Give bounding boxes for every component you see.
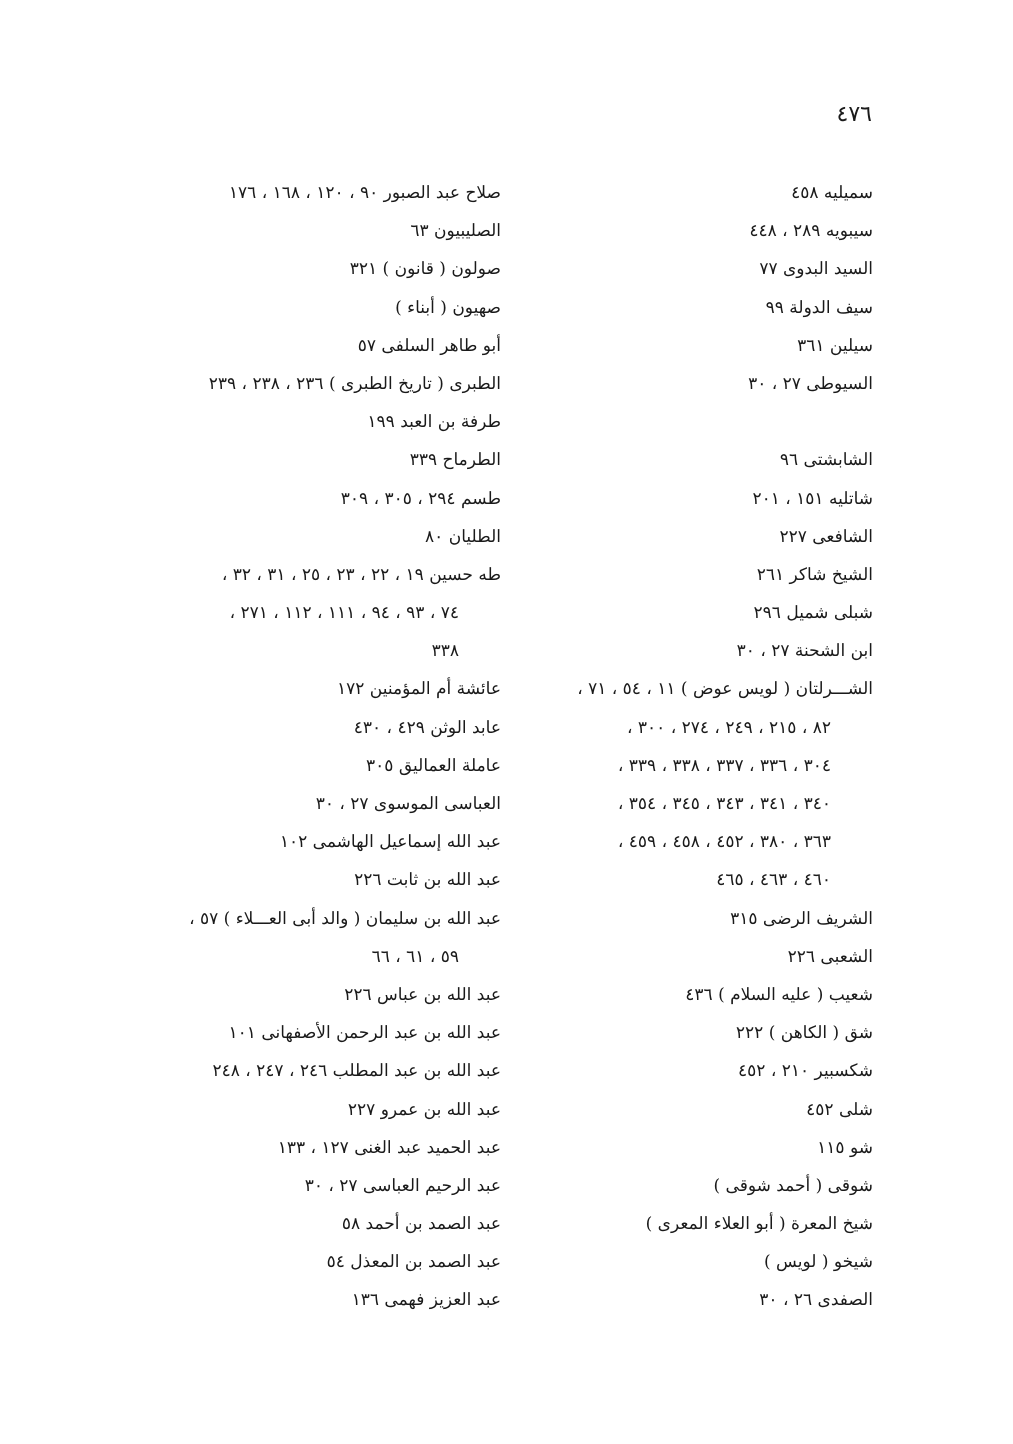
- index-entry: عبد العزيز فهمى ١٣٦: [351, 1290, 501, 1311]
- index-entry: عبد الله بن عمرو ٢٢٧: [347, 1099, 501, 1120]
- index-entry: شيخو ( لويس ): [764, 1252, 873, 1273]
- index-entry: الشيخ شاكر ٢٦١: [756, 564, 873, 585]
- index-entry: شوقى ( أحمد شوقى ): [713, 1175, 873, 1196]
- index-entry: طه حسين ١٩ ، ٢٢ ، ٢٣ ، ٢٥ ، ٣١ ، ٣٢ ،: [221, 564, 501, 585]
- index-entry: الشعبى ٢٢٦: [787, 946, 873, 967]
- index-entry: الشريف الرضى ٣١٥: [730, 908, 873, 929]
- index-entry-continuation: ٣٦٣ ، ٣٨٠ ، ٤٥٢ ، ٤٥٨ ، ٤٥٩ ،: [617, 832, 831, 853]
- index-entry: شق ( الكاهن ) ٢٢٢: [735, 1023, 873, 1044]
- index-entry: عبد الحميد عبد الغنى ١٢٧ ، ١٣٣: [277, 1137, 501, 1158]
- index-entry: عبد الله بن عبد المطلب ٢٤٦ ، ٢٤٧ ، ٢٤٨: [212, 1061, 501, 1082]
- index-entry: شكسبير ٢١٠ ، ٤٥٢: [738, 1061, 873, 1082]
- index-entry: الصليبيون ٦٣: [410, 221, 501, 242]
- index-entry-continuation: ٧٤ ، ٩٣ ، ٩٤ ، ١١١ ، ١١٢ ، ٢٧١ ،: [229, 603, 459, 624]
- index-entry: الشابشتى ٩٦: [779, 450, 873, 471]
- index-entry: شو ١١٥: [817, 1137, 873, 1158]
- index-entry: الطرماح ٣٣٩: [409, 450, 501, 471]
- index-entry: عبد الله إسماعيل الهاشمى ١٠٢: [279, 832, 501, 853]
- index-spacer: [513, 403, 873, 441]
- index-entry: عبد الله بن عبد الرحمن الأصفهانى ١٠١: [228, 1023, 501, 1044]
- index-entry-continuation: ٤٦٠ ، ٤٦٣ ، ٤٦٥: [716, 870, 831, 891]
- index-entry: عبد الرحيم العباسى ٢٧ ، ٣٠: [304, 1175, 501, 1196]
- index-entry: عبد الصمد بن أحمد ٥٨: [341, 1214, 501, 1235]
- index-entry: السيوطى ٢٧ ، ٣٠: [748, 373, 873, 394]
- index-entry: أبو طاهر السلفى ٥٧: [357, 335, 501, 356]
- index-entry: سيف الدولة ٩٩: [765, 297, 873, 318]
- index-entry: صهيون ( أبناء ): [395, 297, 501, 318]
- index-entry: شبلى شميل ٢٩٦: [753, 603, 873, 624]
- index-entry: صلاح عبد الصبور ٩٠ ، ١٢٠ ، ١٦٨ ، ١٧٦: [228, 183, 501, 203]
- index-entry: الشافعى ٢٢٧: [779, 526, 873, 547]
- index-entry: عبد الله بن عباس ٢٢٦: [344, 984, 501, 1005]
- index-entry: صولون ( قانون ) ٣٢١: [349, 259, 501, 280]
- index-entry: سميليه ٤٥٨: [791, 183, 873, 203]
- index-entry: عاملة العماليق ٣٠٥: [366, 755, 501, 776]
- index-entry-continuation: ٣٤٠ ، ٣٤١ ، ٣٤٣ ، ٣٤٥ ، ٣٥٤ ،: [617, 794, 831, 814]
- index-entry: السيد البدوى ٧٧: [759, 259, 873, 280]
- index-entry: الصفدى ٢٦ ، ٣٠: [759, 1290, 873, 1311]
- index-entry: عائشة أم المؤمنين ١٧٢: [336, 679, 501, 700]
- index-entry: شيخ المعرة ( أبو العلاء المعرى ): [645, 1214, 873, 1235]
- index-entry: عبد الله بن سليمان ( والد أبى العـــلاء ) ٥٧ ،: [189, 908, 501, 929]
- index-entry: سيلين ٣٦١: [797, 335, 873, 356]
- page-number: ٤٧٦: [836, 102, 872, 127]
- index-entry: عبد الصمد بن المعذل ٥٤: [326, 1252, 501, 1273]
- index-column-right: [513, 174, 873, 1320]
- index-column-left: [141, 174, 501, 1320]
- index-entry: عابد الوثن ٤٢٩ ، ٤٣٠: [353, 717, 501, 738]
- index-entry: طرفة بن العبد ١٩٩: [367, 412, 501, 433]
- index-entry-continuation: ٨٢ ، ٢١٥ ، ٢٤٩ ، ٢٧٤ ، ٣٠٠ ،: [627, 717, 831, 738]
- index-entry: شاتليه ١٥١ ، ٢٠١: [752, 488, 873, 509]
- index-entry: عبد الله بن ثابت ٢٢٦: [354, 870, 501, 891]
- index-entry: سيبويه ٢٨٩ ، ٤٤٨: [749, 221, 873, 242]
- index-entry: شلى ٤٥٢: [806, 1099, 873, 1120]
- index-entry: ابن الشحنة ٢٧ ، ٣٠: [736, 641, 873, 662]
- index-entry: العباسى الموسوى ٢٧ ، ٣٠: [315, 794, 501, 814]
- index-entry: الطبرى ( تاريخ الطبرى ) ٢٣٦ ، ٢٣٨ ، ٢٣٩: [208, 373, 501, 394]
- index-entry-continuation: ٥٩ ، ٦١ ، ٦٦: [371, 946, 459, 967]
- index-entry-continuation: ٣٣٨: [431, 641, 459, 662]
- index-entry: الشـــرلتان ( لويس عوض ) ١١ ، ٥٤ ، ٧١ ،: [577, 679, 873, 700]
- index-entry-continuation: ٣٠٤ ، ٣٣٦ ، ٣٣٧ ، ٣٣٨ ، ٣٣٩ ،: [617, 755, 831, 776]
- index-entry: طسم ٢٩٤ ، ٣٠٥ ، ٣٠٩: [340, 488, 501, 509]
- index-entry: شعيب ( عليه السلام ) ٤٣٦: [685, 984, 873, 1005]
- index-entry: الطليان ٨٠: [425, 526, 501, 547]
